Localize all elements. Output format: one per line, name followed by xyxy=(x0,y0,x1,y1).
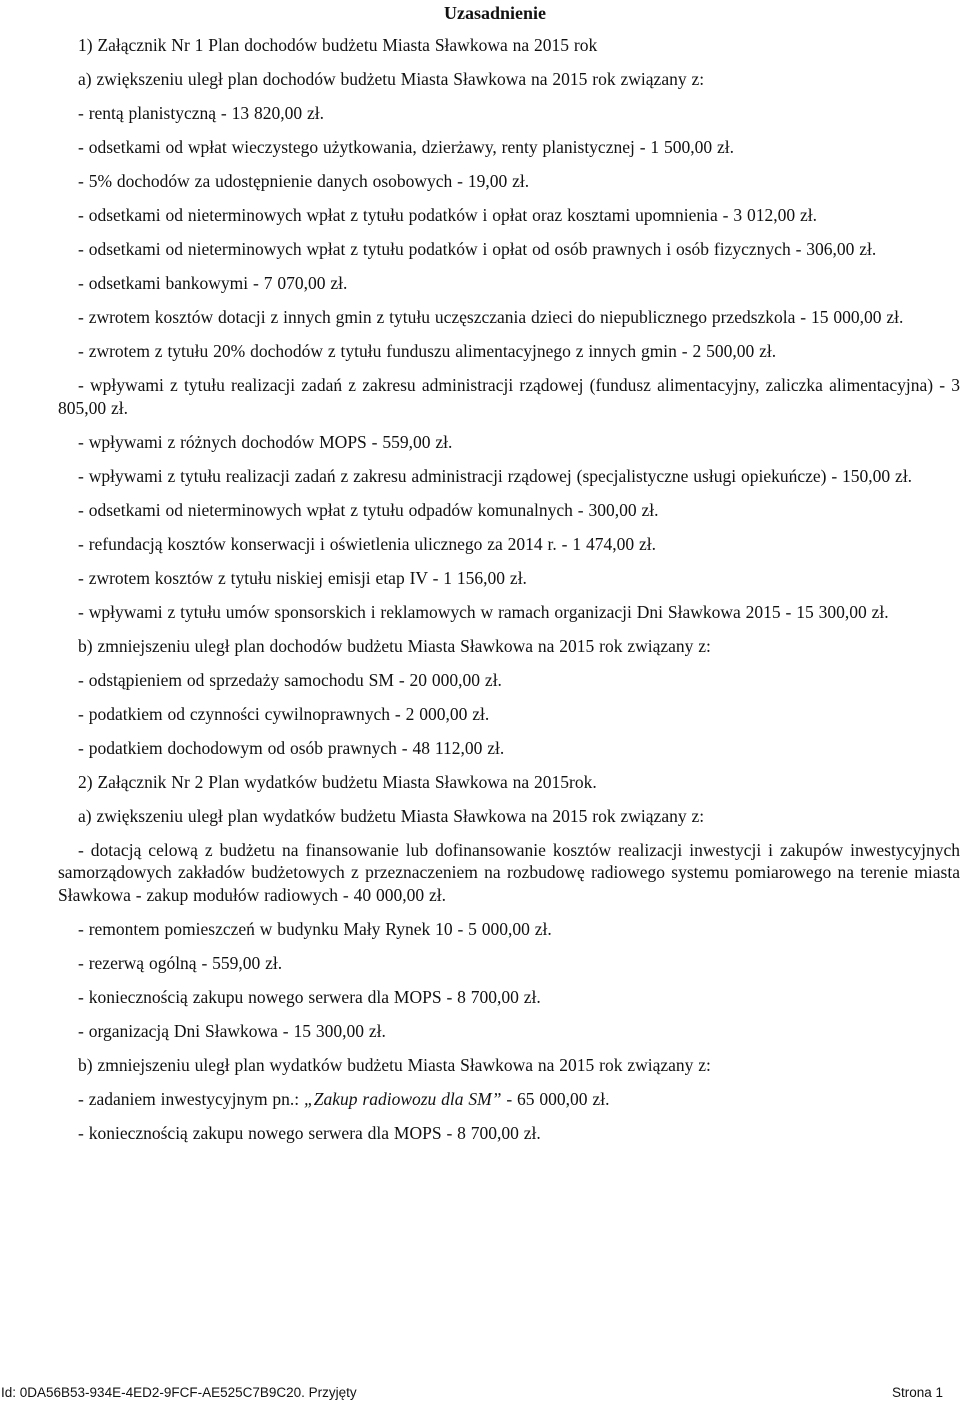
list-item: - odsetkami od nieterminowych wpłat z tytułu podatków i opłat oraz kosztami upomnienia - 3 012,00 zł. xyxy=(78,205,817,225)
list-item: - podatkiem od czynności cywilnoprawnych - 2 000,00 zł. xyxy=(78,703,490,724)
investment-task-suffix: - 65 000,00 zł. xyxy=(501,1088,610,1109)
list-item: - podatkiem dochodowym od osób prawnych - 48 112,00 zł. xyxy=(78,737,505,758)
investment-task-prefix: - zadaniem inwestycyjnym pn.: xyxy=(78,1088,305,1109)
investment-task-name: „Zakup radiowozu dla SM” xyxy=(304,1088,502,1109)
list-item: - wpływami z tytułu realizacji zadań z zakresu administracji rządowej (fundusz alimentacyjny, zaliczka alimentacyjna) - 3 805,00 zł. xyxy=(58,375,960,418)
subsection-expense-decrease: b) zmniejszeniu uległ plan wydatków budżetu Miasta Sławkowa na 2015 rok związany z: xyxy=(78,1054,711,1075)
list-item: - wpływami z różnych dochodów MOPS - 559,00 zł. xyxy=(78,431,453,452)
subsection-income-decrease: b) zmniejszeniu uległ plan dochodów budżetu Miasta Sławkowa na 2015 rok związany z: xyxy=(78,635,711,656)
document-title: Uzasadnienie xyxy=(443,3,546,23)
subsection-income-increase: a) zwiększeniu uległ plan dochodów budżetu Miasta Sławkowa na 2015 rok związany z: xyxy=(78,69,705,89)
list-item: - zwrotem z tytułu 20% dochodów z tytułu funduszu alimentacyjnego z innych gmin - 2 500,00 zł. xyxy=(78,341,777,361)
list-item: - rentą planistyczną - 13 820,00 zł. xyxy=(78,103,324,123)
document-id: Id: 0DA56B53-934E-4ED2-9FCF-AE525C7B9C20. Przyjęty xyxy=(1,1385,357,1400)
section-heading-attachment-2: 2) Załącznik Nr 2 Plan wydatków budżetu Miasta Sławkowa na 2015rok. xyxy=(78,771,597,792)
list-item: - odsetkami od wpłat wieczystego użytkowania, dzierżawy, renty planistycznej - 1 500,00 zł. xyxy=(78,137,735,157)
section-heading-attachment-1: 1) Załącznik Nr 1 Plan dochodów budżetu Miasta Sławkowa na 2015 rok xyxy=(78,35,598,55)
list-item: - dotacją celową z budżetu na finansowanie lub dofinansowanie kosztów realizacji inwestycji i zakupów inwestycyjnych samorządowych zakładów budżetowych z przeznaczeniem na rozbudowę radiowego systemu pomiarowego na terenie miasta Sławkowa - zakup modułów radiowych - 40 000,00 zł. xyxy=(58,839,960,905)
list-item: - rezerwą ogólną - 559,00 zł. xyxy=(78,952,283,973)
list-item: - odsetkami od nieterminowych wpłat z tytułu odpadów komunalnych - 300,00 zł. xyxy=(78,499,659,520)
subsection-expense-increase: a) zwiększeniu uległ plan wydatków budżetu Miasta Sławkowa na 2015 rok związany z: xyxy=(78,805,705,826)
list-item: - refundacją kosztów konserwacji i oświetlenia ulicznego za 2014 r. - 1 474,00 zł. xyxy=(78,533,656,554)
list-item: - zwrotem kosztów z tytułu niskiej emisji etap IV - 1 156,00 zł. xyxy=(78,567,527,588)
list-item: - odstąpieniem od sprzedaży samochodu SM - 20 000,00 zł. xyxy=(78,669,502,690)
document-body xyxy=(58,34,960,1156)
list-item: - odsetkami od nieterminowych wpłat z tytułu podatków i opłat od osób prawnych i osób fizycznych - 306,00 zł. xyxy=(78,239,877,259)
list-item: - koniecznością zakupu nowego serwera dla MOPS - 8 700,00 zł. xyxy=(78,1122,541,1143)
list-item: - koniecznością zakupu nowego serwera dla MOPS - 8 700,00 zł. xyxy=(78,986,541,1007)
list-item: - zwrotem kosztów dotacji z innych gmin z tytułu uczęszczania dzieci do niepublicznego przedszkola - 15 000,00 zł. xyxy=(78,307,904,327)
page-number: Strona 1 xyxy=(891,1385,943,1400)
list-item: - organizacją Dni Sławkowa - 15 300,00 zł. xyxy=(78,1020,386,1041)
list-item: - wpływami z tytułu umów sponsorskich i reklamowych w ramach organizacji Dni Sławkowa 2015 - 15 300,00 zł. xyxy=(78,601,889,622)
list-item: - wpływami z tytułu realizacji zadań z zakresu administracji rządowej (specjalistyczne usługi opiekuńcze) - 150,00 zł. xyxy=(78,465,913,486)
list-item-investment-task xyxy=(58,1088,960,1111)
list-item: - 5% dochodów za udostępnienie danych osobowych - 19,00 zł. xyxy=(78,171,530,191)
list-item: - remontem pomieszczeń w budynku Mały Rynek 10 - 5 000,00 zł. xyxy=(78,918,552,939)
list-item: - odsetkami bankowymi - 7 070,00 zł. xyxy=(78,273,348,293)
